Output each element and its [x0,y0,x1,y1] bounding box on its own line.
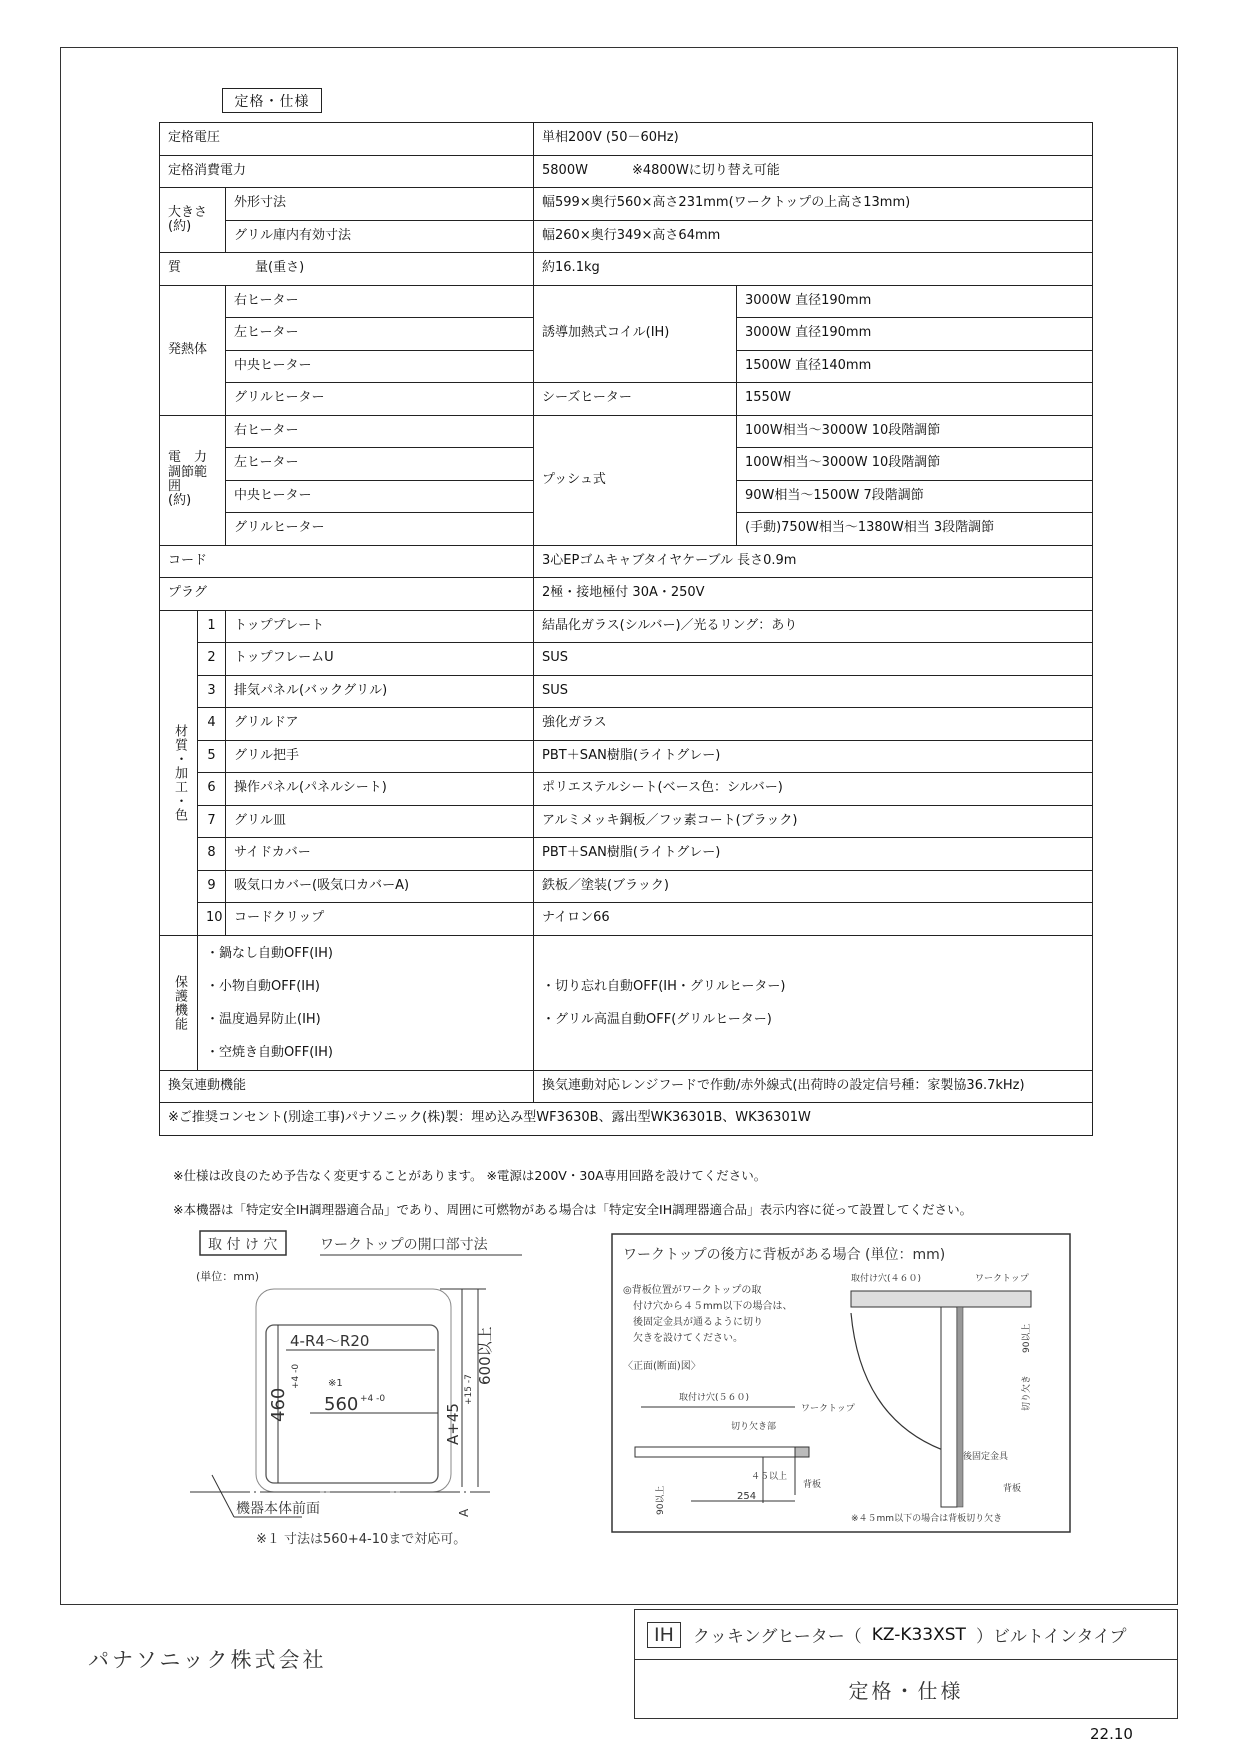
material-part: サイドカバー [226,838,534,871]
protection-left [198,935,534,1070]
material-value: ポリエステルシート(ベース色：シルバー) [534,773,1093,806]
dim90-label-2: 90以上 [1022,1323,1032,1353]
material-part: グリル皿 [226,805,534,838]
materials-label-cell [160,610,198,935]
size-outer-value: 幅599×奥行560×高さ231mm(ワークトップの上高さ13mm) [534,188,1093,221]
size-grill-label: グリル庫内有効寸法 [226,220,534,253]
protection-item: ・鍋なし自動OFF(IH) [206,945,333,961]
material-part: コードクリップ [226,903,534,936]
material-row [160,610,1093,643]
product-prefix: クッキングヒーター（ [692,1627,862,1647]
backboard-label: 背板 [803,1480,822,1490]
dim254-label: 254 [737,1491,757,1502]
ventilation-value: 換気連動対応レンジフードで作動/赤外線式(出荷時の設定信号種：家製協36.7kHz) [534,1070,1093,1103]
power-item: 右ヒーター [226,415,534,448]
note-line: ※仕様は改良のため予告なく変更することがあります。 ※電源は200V・30A専用回路を設けてください。 [173,1168,767,1183]
diagram-tag: 取 付 け 穴 [208,1237,278,1253]
power-item: 中央ヒーター [226,480,534,513]
hole-depth-label: 取付け穴(４６０) [851,1274,922,1284]
material-row [160,643,1093,676]
row-rated-power [160,155,1093,188]
heater-spec: 3000W 直径190mm [737,285,1093,318]
width-mark: ※1 [328,1378,343,1389]
ih-badge: IH [647,1622,681,1648]
material-no: 3 [198,675,226,708]
a-tolerance: +15 -7 [464,1374,474,1405]
a-small-label: A [457,1508,471,1517]
plug-label: プラグ [160,578,534,611]
material-no: 1 [198,610,226,643]
protection-item: ・切り忘れ自動OFF(IH・グリルヒーター) [542,978,786,994]
row-rated-voltage [160,123,1093,156]
mass-label-1: 質 [168,260,182,276]
model-number: KZ-K33XST [871,1624,966,1645]
power-spec: 100W相当～3000W 10段階調節 [737,415,1093,448]
material-part: トップフレームU [226,643,534,676]
material-part: グリルドア [226,708,534,741]
hole-width-label: 取付け穴(５６０) [679,1393,750,1403]
material-no: 10 [198,903,226,936]
backboard-label-2: 背板 [1003,1484,1022,1494]
material-part: トッププレート [226,610,534,643]
power-item: 左ヒーター [226,448,534,481]
backboard-diagram [611,1233,1071,1533]
material-no: 8 [198,838,226,871]
material-part: 排気パネル(バックグリル) [226,675,534,708]
ventilation-label: 換気連動機能 [160,1070,534,1103]
section-view-label: 〈正面(断面)図〉 [623,1361,701,1372]
protection-item: ・小物自動OFF(IH) [206,978,320,994]
width-tolerance: +4 -0 [360,1394,386,1404]
mass-label [160,253,534,286]
outlet-note: ※ご推奨コンセント(別途工事)パナソニック(株)製：埋め込み型WF3630B、露出型WK36301B、WK36301W [160,1103,1093,1136]
material-value: 強化ガラス [534,708,1093,741]
material-row [160,805,1093,838]
row-mass [160,253,1093,286]
backboard-note: 欠きを設けてください。 [633,1333,743,1344]
row-protection [160,935,1093,1070]
size-label: 大きさ (約) [160,188,226,253]
material-no: 5 [198,740,226,773]
heater-item: 右ヒーター [226,285,534,318]
material-no: 9 [198,870,226,903]
material-value: PBT＋SAN樹脂(ライトグレー) [534,740,1093,773]
material-value: 鉄板／塗装(ブラック) [534,870,1093,903]
material-row [160,870,1093,903]
mass-label-2: 量(重さ) [255,260,305,276]
notch-label: 切り欠き部 [731,1422,777,1432]
rated-power-watt: 5800W [542,162,588,178]
corner-radius-label: 4-R4～R20 [290,1332,370,1350]
material-value: 結晶化ガラス(シルバー)／光るリング：あり [534,610,1093,643]
material-part: 吸気口カバー(吸気口カバーA) [226,870,534,903]
row-ventilation [160,1070,1093,1103]
material-value: ナイロン66 [534,903,1093,936]
backboard-note: ◎背板位置がワークトップの取 [623,1285,762,1296]
power-spec: 100W相当～3000W 10段階調節 [737,448,1093,481]
rear-fix-label: 後固定金具 [963,1452,1009,1462]
protection-item: ・温度過昇防止(IH) [206,1011,321,1027]
product-suffix: ）ビルトインタイプ [975,1627,1127,1647]
rated-power-value [534,155,1093,188]
mass-value: 約16.1kg [534,253,1093,286]
opening-dimension-diagram [190,1225,540,1545]
spec-table [159,122,1093,1136]
heater-spec: 1500W 直径140mm [737,350,1093,383]
diagram-unit: (単位：mm) [196,1270,260,1283]
front-label: 機器本体前面 [236,1501,320,1517]
material-row [160,740,1093,773]
material-value: PBT＋SAN樹脂(ライトグレー) [534,838,1093,871]
protection-right [534,935,1093,1070]
cut-label: 切り欠き [1022,1374,1032,1411]
rated-power-label: 定格消費電力 [160,155,534,188]
rated-voltage-label: 定格電圧 [160,123,534,156]
material-no: 2 [198,643,226,676]
protection-item: ・空焼き自動OFF(IH) [206,1044,333,1060]
material-no: 4 [198,708,226,741]
width-dimension: 560 [324,1394,359,1415]
plug-value: 2極・接地極付 30A・250V [534,578,1093,611]
heater-spec: 1550W [737,383,1093,416]
material-row [160,903,1093,936]
height-tolerance: +4 -0 [291,1363,301,1389]
height-dimension: 460 [268,1387,289,1422]
material-no: 6 [198,773,226,806]
row-cord [160,545,1093,578]
title-row-product [635,1610,1177,1660]
cord-value: 3心EPゴムキャブタイヤケーブル 長さ0.9m [534,545,1093,578]
power-spec: (手動)750W相当～1380W相当 3段階調節 [737,513,1093,546]
material-row [160,675,1093,708]
heater-type-ih: 誘導加熱式コイル(IH) [534,285,737,383]
heater-item: 中央ヒーター [226,350,534,383]
row-heater-4 [160,383,1093,416]
worktop-label: ワークトップ [801,1404,855,1414]
backboard-footnote: ※４５mm以下の場合は背板切り欠き [851,1514,1003,1524]
diagram-footnote: ※１ 寸法は560+4-10まで対応可。 [256,1532,467,1545]
power-spec: 90W相当～1500W 7段階調節 [737,480,1093,513]
heater-type-sheath: シーズヒーター [534,383,737,416]
revision-date: 22.10 [1090,1725,1133,1743]
heater-item: 左ヒーター [226,318,534,351]
row-heater-1 [160,285,1093,318]
dim45-label: ４５以上 [751,1472,788,1482]
heater-spec: 3000W 直径190mm [737,318,1093,351]
backboard-note: 付け穴から４５mm以下の場合は、 [633,1301,793,1312]
material-part: グリル把手 [226,740,534,773]
row-size-grill [160,220,1093,253]
material-no: 7 [198,805,226,838]
rated-voltage-value: 単相200V (50－60Hz) [534,123,1093,156]
note-line: ※本機器は「特定安全IH調理器適合品」であり、周囲に可燃物がある場合は「特定安全IH調理器適合品」表示内容に従って設置してください。 [173,1202,973,1217]
section-heading: 定格・仕様 [222,88,322,113]
power-range-label: 電 力 調節範囲 (約) [160,415,226,545]
heater-item: グリルヒーター [226,383,534,416]
protection-item: ・グリル高温自動OFF(グリルヒーター) [542,1011,772,1027]
material-value: SUS [534,643,1093,676]
material-row [160,838,1093,871]
rated-power-note: ※4800Wに切り替え可能 [631,162,780,178]
protection-label: 保護機能 [171,974,187,1031]
row-plug [160,578,1093,611]
material-row [160,773,1093,806]
row-power-1 [160,415,1093,448]
material-row [160,708,1093,741]
document-title: 定格・仕様 [848,1678,964,1703]
heater-label: 発熱体 [160,285,226,415]
a-dimension: A+45 [444,1403,462,1445]
worktop-label-2: ワークトップ [975,1274,1029,1284]
size-grill-value: 幅260×奥行349×高さ64mm [534,220,1093,253]
material-value: アルミメッキ鋼板／フッ素コート(ブラック) [534,805,1093,838]
dim90-label: 90以上 [656,1485,666,1515]
row-outlet-note [160,1103,1093,1136]
protection-label-cell [160,935,198,1070]
cord-label: コード [160,545,534,578]
power-type: プッシュ式 [534,415,737,545]
backboard-title: ワークトップの後方に背板がある場合 (単位：mm) [623,1247,946,1263]
material-value: SUS [534,675,1093,708]
company-name: パナソニック株式会社 [88,1648,327,1672]
title-block [634,1609,1178,1719]
row-size-outer [160,188,1093,221]
diagram-title: ワークトップの開口部寸法 [320,1237,488,1253]
power-item: グリルヒーター [226,513,534,546]
backboard-note: 後固定金具が通るように切り [633,1317,763,1328]
depth-600-label: 600以上 [476,1326,494,1385]
size-outer-label: 外形寸法 [226,188,534,221]
materials-label: 材質・加工・色 [171,723,187,822]
material-part: 操作パネル(パネルシート) [226,773,534,806]
